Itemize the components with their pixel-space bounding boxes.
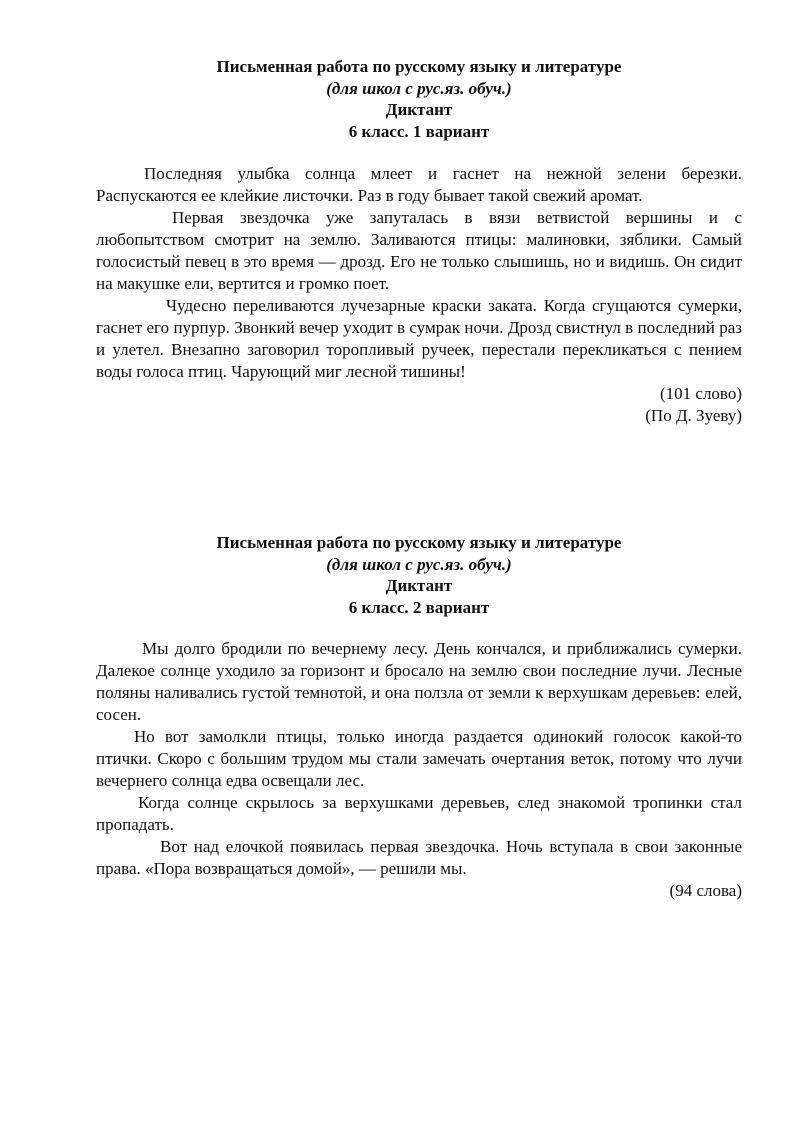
word-count: (94 слова) [669,881,742,900]
work-title: Письменная работа по русскому языку и литературе [216,533,622,552]
source-author: (По Д. Зуеву) [645,406,742,425]
work-type: Диктант [385,576,453,595]
paragraph: Вот над елочкой появилась первая звездочка. Ночь вступала в свои законные права. «Пора возвращаться домой», — решили мы. [96,837,742,878]
section-heading [96,56,742,142]
paragraph: Но вот замолкли птицы, только иногда раздается одинокий голосок какой-то птички. Скоро с большим трудом мы стали замечать очертания веток, потому что лучи вечернего солнца едва освещали лес. [96,727,742,790]
dictation-text [96,163,742,427]
work-variant: 6 класс. 2 вариант [348,597,490,617]
dictation-variant-2 [96,532,742,902]
paragraph: Когда солнце скрылось за верхушками деревьев, след знакомой тропинки стал пропадать. [96,793,742,834]
paragraph: Последняя улыбка солнца млеет и гаснет на нежной зелени березки. Распускаются ее клейкие листочки. Раз в году бывает такой свежий аромат. [96,164,742,205]
work-variant: 6 класс. 1 вариант [348,121,490,141]
dictation-variant-1 [96,56,742,427]
paragraph: Первая звездочка уже запуталась в вязи ветвистой вершины и с любопытством смотрит на землю. Заливаются птицы: малиновки, зяблики. Самый голосистый певец в это время — дрозд. Его не только слышишь, но и видишь. Он сидит на макушке ели, вертится и громко поет. [96,208,742,293]
work-type: Диктант [385,100,453,119]
paragraph: Мы долго бродили по вечернему лесу. День кончался, и приближались сумерки. Далекое солнце уходило за горизонт и бросало на землю свои последние лучи. Лесные поляны наливались густой темнотой, и она ползла от земли к верхушкам деревьев: елей, сосен. [96,639,742,724]
dictation-text [96,638,742,902]
work-subtitle: (для школ с рус.яз. обуч.) [326,78,512,98]
work-subtitle: (для школ с рус.яз. обуч.) [326,554,512,574]
word-count: (101 слово) [659,384,742,403]
work-title: Письменная работа по русскому языку и литературе [216,57,622,76]
paragraph: Чудесно переливаются лучезарные краски заката. Когда сгущаются сумерки, гаснет его пурпур. Звонкий вечер уходит в сумрак ночи. Дрозд свистнул в последний раз и улетел. Внезапно заговорил торопливый ручеек, перестали перекликаться с пением воды голоса птиц. Чарующий миг лесной тишины! [96,296,742,381]
section-heading [96,532,742,618]
